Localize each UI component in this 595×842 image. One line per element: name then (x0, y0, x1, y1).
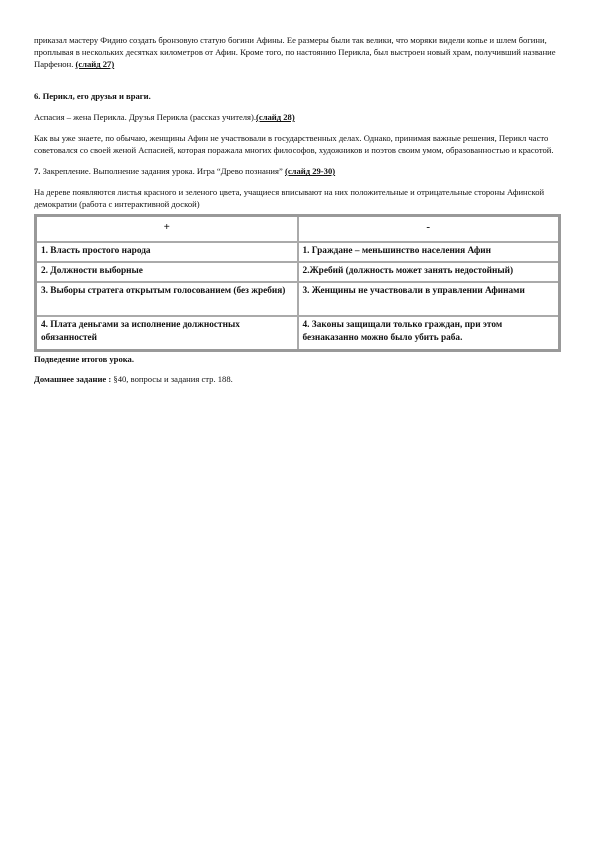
homework-label: Домашнее задание : (34, 374, 112, 384)
homework-line (34, 373, 562, 385)
lesson-summary: Подведение итогов урока. (34, 354, 135, 364)
section-7-line (34, 165, 562, 177)
minus-cell: 2.Жребий (должность может занять недостойный) (298, 262, 560, 282)
section-7-number: 7. (34, 166, 41, 176)
plus-cell: 3. Выборы стратега открытым голосованием (без жребия) (36, 282, 298, 316)
table-header-row (36, 216, 560, 243)
intro-paragraph (34, 34, 562, 82)
plus-cell: 4. Плата деньгами за исполнение должностных обязанностей (36, 316, 298, 351)
slide-ref-27: (слайд 27) (75, 59, 115, 69)
table-row (36, 242, 560, 262)
table-row (36, 282, 560, 316)
section-7-description: На дереве появляются листья красного и зеленого цвета, учащиеся вписывают на них положительные и отрицательные стороны Афинской демократии (работа с интерактивной доской) (34, 187, 545, 209)
aspasia-line: Аспасия – жена Перикла. Друзья Перикла (рассказ учителя). (34, 112, 257, 122)
table-row (36, 316, 560, 351)
pros-cons-table (34, 214, 561, 352)
document-page (34, 34, 562, 385)
slide-ref-29-30: (слайд 29-30) (284, 166, 336, 176)
table-row (36, 262, 560, 282)
intro-text: приказал мастеру Фидию создать бронзовую статую богини Афины. Ее размеры были так велики, что моряки видели копье и шлем богини, проплывая в нескольких десятках километров от Афин. Кроме того, по настоянию Перикла, был выстроен новый храм, получивший название Парфенон. (34, 35, 556, 69)
minus-cell: 1. Граждане – меньшинство населения Афин (298, 242, 560, 262)
plus-cell: 2. Должности выборные (36, 262, 298, 282)
section-6-line (34, 111, 562, 123)
homework-text: §40, вопросы и задания стр. 188. (111, 374, 233, 384)
minus-cell: 3. Женщины не участвовали в управлении Афинами (298, 282, 560, 316)
header-minus: - (298, 216, 560, 243)
section-6-paragraph: Как вы уже знаете, по обычаю, женщины Афин не участвовали в государственных делах. Однако, принимая важные решения, Перикл часто советовался со своей женой Аспасией, которая поражала многих философов, художников и поэтов своим умом, образованностью и красотой. (34, 133, 554, 155)
plus-cell: 1. Власть простого народа (36, 242, 298, 262)
minus-cell: 4. Законы защищали только граждан, при этом безнаказанно можно было убить раба. (298, 316, 560, 351)
section-7-text: Закрепление. Выполнение задания урока. Игра “Древо познания” (40, 166, 285, 176)
header-plus: + (36, 216, 298, 243)
slide-ref-28: (слайд 28) (256, 112, 295, 122)
section-6-title: 6. Перикл, его друзья и враги. (34, 91, 151, 101)
